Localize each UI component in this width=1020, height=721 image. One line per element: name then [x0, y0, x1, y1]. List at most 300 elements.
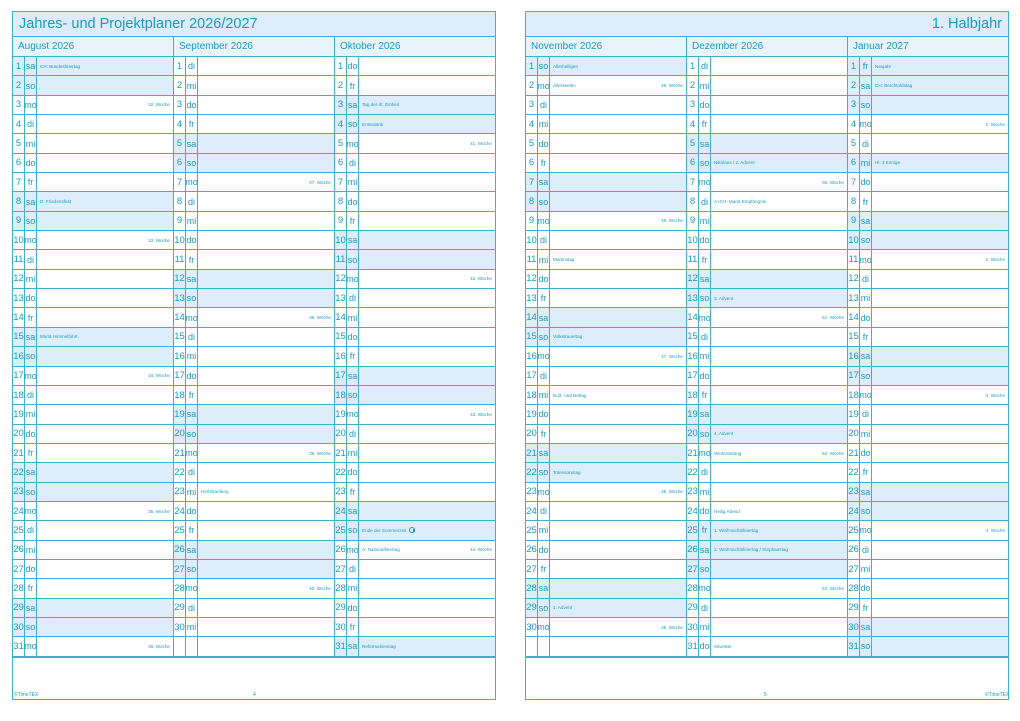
day-row[interactable]	[848, 444, 1008, 463]
day-row[interactable]	[174, 57, 334, 76]
day-row[interactable]	[526, 57, 686, 76]
day-entry-field[interactable]	[872, 212, 1008, 230]
day-entry-field[interactable]	[37, 637, 173, 655]
day-entry-field[interactable]	[359, 250, 495, 268]
day-row[interactable]	[13, 425, 173, 444]
day-entry-field[interactable]	[37, 463, 173, 481]
day-row[interactable]	[526, 76, 686, 95]
day-row[interactable]	[848, 367, 1008, 386]
day-row[interactable]	[526, 463, 686, 482]
day-row[interactable]	[848, 618, 1008, 637]
day-row[interactable]	[687, 483, 847, 502]
day-row[interactable]	[848, 96, 1008, 115]
day-entry-field[interactable]	[37, 502, 173, 520]
day-row[interactable]	[13, 308, 173, 327]
day-row[interactable]	[526, 270, 686, 289]
day-entry-field[interactable]	[711, 192, 847, 210]
day-entry-field[interactable]	[711, 134, 847, 152]
day-row[interactable]	[335, 308, 495, 327]
day-row[interactable]	[174, 231, 334, 250]
day-entry-field[interactable]	[550, 154, 686, 172]
day-entry-field[interactable]	[37, 308, 173, 326]
day-entry-field[interactable]	[550, 599, 686, 617]
day-entry-field[interactable]	[359, 579, 495, 597]
day-row[interactable]	[526, 154, 686, 173]
day-row[interactable]	[174, 250, 334, 269]
day-row[interactable]	[174, 541, 334, 560]
day-row[interactable]	[687, 308, 847, 327]
day-entry-field[interactable]	[711, 154, 847, 172]
day-row[interactable]	[335, 231, 495, 250]
day-entry-field[interactable]	[37, 231, 173, 249]
day-row[interactable]	[526, 347, 686, 366]
day-entry-field[interactable]	[359, 192, 495, 210]
day-entry-field[interactable]	[872, 270, 1008, 288]
day-row[interactable]	[335, 173, 495, 192]
day-row[interactable]	[526, 579, 686, 598]
day-entry-field[interactable]	[198, 154, 334, 172]
day-entry-field[interactable]	[37, 192, 173, 210]
day-row[interactable]	[526, 405, 686, 424]
day-entry-field[interactable]	[37, 57, 173, 75]
day-row[interactable]	[174, 637, 334, 656]
day-row[interactable]	[687, 76, 847, 95]
day-row[interactable]	[526, 250, 686, 269]
day-entry-field[interactable]	[711, 444, 847, 462]
day-entry-field[interactable]	[37, 541, 173, 559]
day-row[interactable]	[335, 367, 495, 386]
day-row[interactable]	[687, 541, 847, 560]
day-entry-field[interactable]	[711, 405, 847, 423]
day-row[interactable]	[335, 599, 495, 618]
day-entry-field[interactable]	[359, 212, 495, 230]
day-entry-field[interactable]	[711, 483, 847, 501]
day-entry-field[interactable]	[872, 57, 1008, 75]
day-entry-field[interactable]	[550, 212, 686, 230]
day-row[interactable]	[848, 599, 1008, 618]
day-entry-field[interactable]	[872, 154, 1008, 172]
day-entry-field[interactable]	[359, 328, 495, 346]
day-entry-field[interactable]	[711, 521, 847, 539]
day-entry-field[interactable]	[198, 618, 334, 636]
day-entry-field[interactable]	[550, 192, 686, 210]
day-row[interactable]	[687, 173, 847, 192]
day-entry-field[interactable]	[37, 444, 173, 462]
day-row[interactable]	[13, 250, 173, 269]
day-entry-field[interactable]	[550, 483, 686, 501]
day-row[interactable]	[848, 57, 1008, 76]
day-row[interactable]	[687, 96, 847, 115]
day-row[interactable]	[526, 231, 686, 250]
day-entry-field[interactable]	[550, 347, 686, 365]
day-row[interactable]	[526, 212, 686, 231]
day-entry-field[interactable]	[872, 599, 1008, 617]
day-entry-field[interactable]	[198, 367, 334, 385]
day-row[interactable]	[174, 270, 334, 289]
day-row[interactable]	[174, 76, 334, 95]
day-entry-field[interactable]	[550, 231, 686, 249]
day-row[interactable]	[335, 212, 495, 231]
day-entry-field[interactable]	[872, 521, 1008, 539]
day-row[interactable]	[687, 270, 847, 289]
day-entry-field[interactable]	[37, 250, 173, 268]
day-row[interactable]	[13, 521, 173, 540]
day-row[interactable]	[174, 173, 334, 192]
day-entry-field[interactable]	[37, 212, 173, 230]
day-row[interactable]	[174, 618, 334, 637]
day-row[interactable]	[13, 192, 173, 211]
day-entry-field[interactable]	[198, 250, 334, 268]
day-entry-field[interactable]	[550, 541, 686, 559]
day-row[interactable]	[848, 328, 1008, 347]
day-row[interactable]	[13, 483, 173, 502]
day-row[interactable]	[848, 231, 1008, 250]
day-entry-field[interactable]	[359, 425, 495, 443]
day-entry-field[interactable]	[550, 463, 686, 481]
day-entry-field[interactable]	[711, 502, 847, 520]
day-row[interactable]	[13, 386, 173, 405]
day-row[interactable]	[335, 560, 495, 579]
day-row[interactable]	[687, 444, 847, 463]
day-entry-field[interactable]	[872, 386, 1008, 404]
day-row[interactable]	[335, 134, 495, 153]
day-entry-field[interactable]	[711, 618, 847, 636]
day-row[interactable]	[13, 154, 173, 173]
day-entry-field[interactable]	[872, 96, 1008, 114]
day-row[interactable]	[848, 173, 1008, 192]
day-row[interactable]	[174, 212, 334, 231]
day-row[interactable]	[848, 308, 1008, 327]
day-entry-field[interactable]	[872, 502, 1008, 520]
day-entry-field[interactable]	[359, 463, 495, 481]
day-row[interactable]	[13, 134, 173, 153]
day-row[interactable]	[526, 173, 686, 192]
day-row[interactable]	[526, 328, 686, 347]
day-entry-field[interactable]	[550, 96, 686, 114]
day-row[interactable]	[174, 444, 334, 463]
day-row[interactable]	[848, 541, 1008, 560]
day-entry-field[interactable]	[550, 134, 686, 152]
day-row[interactable]	[174, 560, 334, 579]
day-entry-field[interactable]	[359, 115, 495, 133]
day-row[interactable]	[174, 425, 334, 444]
day-entry-field[interactable]	[872, 444, 1008, 462]
day-row[interactable]	[848, 76, 1008, 95]
day-row[interactable]	[13, 76, 173, 95]
day-row[interactable]	[335, 386, 495, 405]
day-entry-field[interactable]	[37, 115, 173, 133]
day-row[interactable]	[335, 521, 495, 540]
day-row[interactable]	[174, 599, 334, 618]
day-row[interactable]	[526, 541, 686, 560]
day-entry-field[interactable]	[711, 231, 847, 249]
day-row[interactable]	[174, 134, 334, 153]
day-entry-field[interactable]	[550, 579, 686, 597]
day-entry-field[interactable]	[550, 308, 686, 326]
day-entry-field[interactable]	[872, 328, 1008, 346]
day-row[interactable]	[848, 115, 1008, 134]
day-row[interactable]	[687, 328, 847, 347]
day-row[interactable]	[526, 386, 686, 405]
day-row[interactable]	[687, 231, 847, 250]
day-row[interactable]	[526, 618, 686, 637]
day-entry-field[interactable]	[872, 192, 1008, 210]
day-row[interactable]	[174, 386, 334, 405]
day-entry-field[interactable]	[359, 637, 495, 655]
day-entry-field[interactable]	[198, 405, 334, 423]
day-row[interactable]	[174, 192, 334, 211]
day-row[interactable]	[526, 308, 686, 327]
day-entry-field[interactable]	[359, 599, 495, 617]
day-entry-field[interactable]	[550, 328, 686, 346]
day-row[interactable]	[174, 367, 334, 386]
day-entry-field[interactable]	[37, 154, 173, 172]
day-row[interactable]	[13, 618, 173, 637]
day-entry-field[interactable]	[359, 521, 495, 539]
day-entry-field[interactable]	[711, 96, 847, 114]
day-row[interactable]	[13, 57, 173, 76]
day-entry-field[interactable]	[198, 289, 334, 307]
day-entry-field[interactable]	[359, 444, 495, 462]
day-row[interactable]	[526, 560, 686, 579]
day-entry-field[interactable]	[550, 521, 686, 539]
day-entry-field[interactable]	[872, 405, 1008, 423]
day-row[interactable]	[13, 289, 173, 308]
day-entry-field[interactable]	[550, 637, 686, 655]
day-entry-field[interactable]	[37, 173, 173, 191]
day-row[interactable]	[687, 560, 847, 579]
day-entry-field[interactable]	[872, 308, 1008, 326]
day-entry-field[interactable]	[198, 57, 334, 75]
day-row[interactable]	[848, 212, 1008, 231]
day-row[interactable]	[687, 637, 847, 656]
day-entry-field[interactable]	[37, 289, 173, 307]
day-entry-field[interactable]	[550, 250, 686, 268]
day-entry-field[interactable]	[711, 386, 847, 404]
day-row[interactable]	[174, 96, 334, 115]
day-entry-field[interactable]	[550, 115, 686, 133]
day-row[interactable]	[174, 463, 334, 482]
day-row[interactable]	[687, 192, 847, 211]
day-entry-field[interactable]	[37, 328, 173, 346]
day-row[interactable]	[13, 405, 173, 424]
day-row[interactable]	[848, 483, 1008, 502]
day-entry-field[interactable]	[359, 57, 495, 75]
day-entry-field[interactable]	[872, 115, 1008, 133]
day-row[interactable]	[335, 57, 495, 76]
day-entry-field[interactable]	[711, 599, 847, 617]
day-entry-field[interactable]	[198, 579, 334, 597]
day-entry-field[interactable]	[359, 386, 495, 404]
day-row[interactable]	[848, 502, 1008, 521]
day-row[interactable]	[848, 270, 1008, 289]
day-entry-field[interactable]	[37, 618, 173, 636]
day-row[interactable]	[848, 347, 1008, 366]
day-entry-field[interactable]	[37, 134, 173, 152]
day-row[interactable]	[687, 115, 847, 134]
day-entry-field[interactable]	[550, 425, 686, 443]
day-row[interactable]	[848, 405, 1008, 424]
day-entry-field[interactable]	[359, 289, 495, 307]
day-entry-field[interactable]	[198, 231, 334, 249]
day-entry-field[interactable]	[198, 521, 334, 539]
day-entry-field[interactable]	[37, 96, 173, 114]
day-entry-field[interactable]	[198, 463, 334, 481]
day-row[interactable]	[335, 483, 495, 502]
day-entry-field[interactable]	[198, 96, 334, 114]
day-entry-field[interactable]	[550, 386, 686, 404]
day-row[interactable]	[848, 386, 1008, 405]
day-entry-field[interactable]	[198, 192, 334, 210]
day-entry-field[interactable]	[359, 76, 495, 94]
day-row[interactable]	[687, 212, 847, 231]
day-row[interactable]	[335, 270, 495, 289]
day-entry-field[interactable]	[198, 541, 334, 559]
day-entry-field[interactable]	[872, 250, 1008, 268]
day-row[interactable]	[13, 96, 173, 115]
day-row[interactable]	[687, 154, 847, 173]
day-row[interactable]	[526, 425, 686, 444]
day-row[interactable]	[687, 347, 847, 366]
day-row[interactable]	[848, 425, 1008, 444]
day-entry-field[interactable]	[198, 560, 334, 578]
day-row[interactable]	[335, 115, 495, 134]
day-row[interactable]	[687, 599, 847, 618]
day-row[interactable]	[335, 289, 495, 308]
day-row[interactable]	[687, 134, 847, 153]
day-row[interactable]	[848, 463, 1008, 482]
notes-area[interactable]	[526, 657, 1008, 699]
day-row[interactable]	[13, 541, 173, 560]
day-entry-field[interactable]	[198, 444, 334, 462]
day-row[interactable]	[335, 250, 495, 269]
day-row[interactable]	[335, 328, 495, 347]
day-entry-field[interactable]	[359, 154, 495, 172]
day-entry-field[interactable]	[872, 76, 1008, 94]
day-row[interactable]	[13, 347, 173, 366]
day-row[interactable]	[526, 115, 686, 134]
day-row[interactable]	[687, 502, 847, 521]
day-entry-field[interactable]	[359, 347, 495, 365]
day-row[interactable]	[174, 405, 334, 424]
day-entry-field[interactable]	[711, 289, 847, 307]
day-row[interactable]	[13, 231, 173, 250]
day-entry-field[interactable]	[198, 637, 334, 655]
day-row[interactable]	[335, 76, 495, 95]
day-entry-field[interactable]	[711, 347, 847, 365]
day-row[interactable]	[335, 154, 495, 173]
day-entry-field[interactable]	[711, 541, 847, 559]
day-entry-field[interactable]	[37, 560, 173, 578]
day-entry-field[interactable]	[37, 367, 173, 385]
day-entry-field[interactable]	[37, 386, 173, 404]
day-row[interactable]	[13, 270, 173, 289]
day-row[interactable]	[687, 521, 847, 540]
day-entry-field[interactable]	[198, 502, 334, 520]
day-row[interactable]	[335, 192, 495, 211]
day-entry-field[interactable]	[872, 347, 1008, 365]
day-entry-field[interactable]	[872, 231, 1008, 249]
day-row[interactable]	[526, 289, 686, 308]
day-entry-field[interactable]	[359, 231, 495, 249]
day-entry-field[interactable]	[198, 270, 334, 288]
day-row[interactable]	[848, 579, 1008, 598]
day-entry-field[interactable]	[550, 560, 686, 578]
day-entry-field[interactable]	[872, 637, 1008, 655]
day-row[interactable]	[687, 618, 847, 637]
day-entry-field[interactable]	[198, 347, 334, 365]
day-entry-field[interactable]	[872, 541, 1008, 559]
day-row[interactable]	[687, 405, 847, 424]
day-row[interactable]	[174, 347, 334, 366]
day-row[interactable]	[848, 250, 1008, 269]
day-entry-field[interactable]	[359, 541, 495, 559]
day-entry-field[interactable]	[198, 425, 334, 443]
day-row[interactable]	[687, 250, 847, 269]
day-entry-field[interactable]	[711, 579, 847, 597]
day-row[interactable]	[848, 134, 1008, 153]
day-entry-field[interactable]	[37, 521, 173, 539]
day-entry-field[interactable]	[711, 463, 847, 481]
day-entry-field[interactable]	[711, 367, 847, 385]
day-entry-field[interactable]	[872, 560, 1008, 578]
day-row[interactable]	[526, 502, 686, 521]
day-entry-field[interactable]	[37, 425, 173, 443]
day-entry-field[interactable]	[711, 308, 847, 326]
day-row[interactable]	[13, 212, 173, 231]
day-row[interactable]	[13, 444, 173, 463]
day-entry-field[interactable]	[550, 367, 686, 385]
day-row[interactable]	[174, 308, 334, 327]
day-row[interactable]	[335, 502, 495, 521]
day-entry-field[interactable]	[872, 173, 1008, 191]
day-row[interactable]	[13, 367, 173, 386]
day-row[interactable]	[526, 599, 686, 618]
day-entry-field[interactable]	[198, 212, 334, 230]
day-entry-field[interactable]	[550, 76, 686, 94]
day-entry-field[interactable]	[198, 308, 334, 326]
day-entry-field[interactable]	[37, 347, 173, 365]
day-entry-field[interactable]	[711, 76, 847, 94]
day-entry-field[interactable]	[359, 173, 495, 191]
day-entry-field[interactable]	[359, 405, 495, 423]
day-entry-field[interactable]	[711, 425, 847, 443]
day-row[interactable]	[13, 599, 173, 618]
day-row[interactable]	[13, 560, 173, 579]
day-row[interactable]	[848, 289, 1008, 308]
day-row[interactable]	[13, 173, 173, 192]
day-row[interactable]	[13, 328, 173, 347]
day-row[interactable]	[174, 115, 334, 134]
day-row[interactable]	[687, 579, 847, 598]
day-entry-field[interactable]	[359, 96, 495, 114]
day-row[interactable]	[335, 618, 495, 637]
day-entry-field[interactable]	[872, 579, 1008, 597]
day-row[interactable]	[13, 502, 173, 521]
day-entry-field[interactable]	[550, 289, 686, 307]
day-entry-field[interactable]	[198, 173, 334, 191]
day-entry-field[interactable]	[359, 308, 495, 326]
day-row[interactable]	[687, 463, 847, 482]
day-entry-field[interactable]	[711, 637, 847, 655]
day-row[interactable]	[687, 367, 847, 386]
day-entry-field[interactable]	[711, 173, 847, 191]
day-row[interactable]	[174, 579, 334, 598]
day-row[interactable]	[13, 463, 173, 482]
day-entry-field[interactable]	[37, 405, 173, 423]
day-row[interactable]	[687, 289, 847, 308]
day-entry-field[interactable]	[550, 444, 686, 462]
